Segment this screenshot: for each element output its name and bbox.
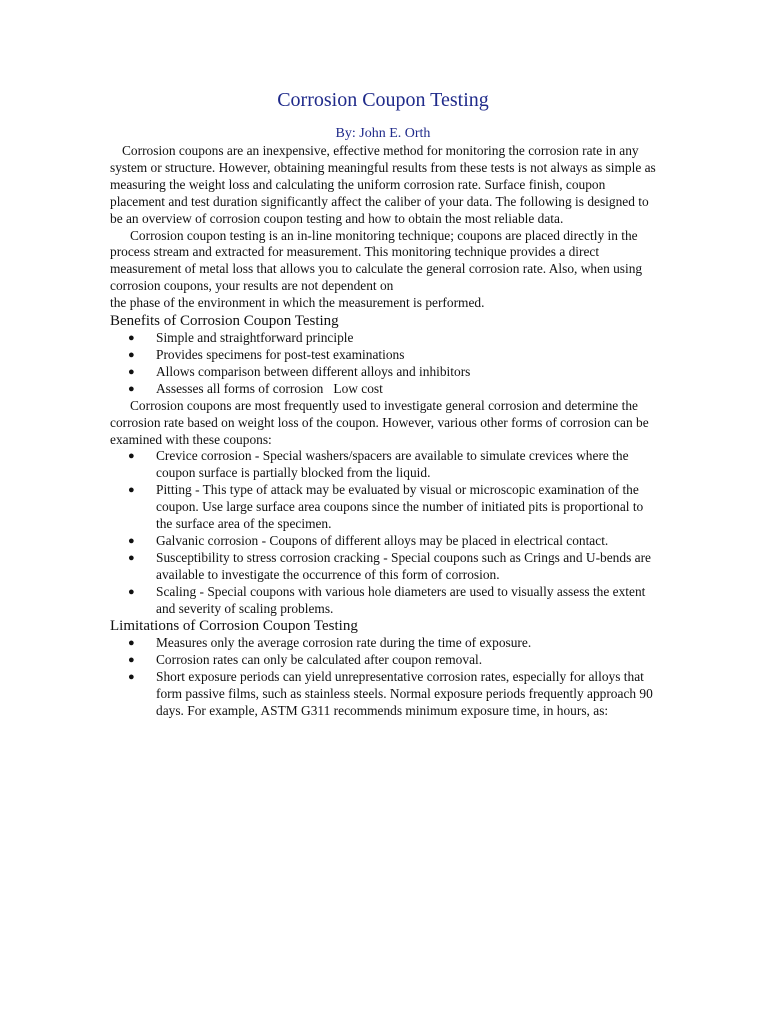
bullet-icon: ● (128, 654, 135, 667)
bullet-icon: ● (128, 671, 135, 684)
list-item-text: Short exposure periods can yield unrepresentative corrosion rates, especially for alloys that form passive films, such as stainless steels. Normal exposure periods frequently approach 90 days. For example, ASTM G311 recommends minimum exposure time, in hours, as: (156, 669, 653, 719)
limitations-heading: Limitations of Corrosion Coupon Testing (110, 618, 358, 635)
list-item (110, 652, 656, 669)
list-item (110, 550, 656, 584)
list-item-text: Measures only the average corrosion rate during the time of exposure. (156, 635, 532, 651)
list-item (110, 364, 656, 381)
other-forms-paragraph: Corrosion coupons are most frequently used to investigate general corrosion and determine the corrosion rate based on weight loss of the coupon. However, various other forms of corrosion can be examined with these coupons: (110, 397, 649, 447)
list-item-text: Provides specimens for post-test examinations (156, 346, 405, 362)
list-item-text: Simple and straightforward principle (156, 330, 354, 346)
bullet-icon: ● (128, 637, 135, 650)
list-item-text: Assesses all forms of corrosion Low cost (156, 380, 383, 396)
bullet-icon: ● (128, 365, 135, 378)
benefits-heading: Benefits of Corrosion Coupon Testing (110, 313, 339, 330)
phase-paragraph: the phase of the environment in which the measurement is performed. (110, 295, 485, 311)
bullet-icon: ● (128, 332, 135, 345)
list-item-text: Galvanic corrosion - Coupons of different alloys may be placed in electrical contact. (156, 532, 609, 548)
list-item (110, 533, 656, 550)
author-byline: By: John E. Orth (335, 126, 431, 141)
list-item-text: Crevice corrosion - Special washers/spacers are available to simulate crevices where the coupon surface is partially blocked from the liquid. (156, 448, 629, 481)
benefits-list (110, 330, 656, 398)
inline-monitoring-paragraph: Corrosion coupon testing is an in-line monitoring technique; coupons are placed directly in the process stream and extracted for measurement. This monitoring technique provides a direct measurement of metal loss that allows you to calculate the general corrosion rate. Also, when using corrosion coupons, your results are not dependent on (110, 227, 643, 294)
list-item (110, 669, 656, 720)
list-item (110, 347, 656, 364)
limitations-list (110, 635, 656, 720)
list-item (110, 635, 656, 652)
list-item-text: Allows comparison between different alloys and inhibitors (156, 363, 471, 379)
list-item (110, 584, 656, 618)
bullet-icon: ● (128, 551, 135, 564)
list-item-text: Corrosion rates can only be calculated after coupon removal. (156, 652, 483, 668)
list-item (110, 448, 656, 482)
bullet-icon: ● (128, 348, 135, 361)
list-item-text: Pitting - This type of attack may be evaluated by visual or microscopic examination of the coupon. Use large surface area coupons since the number of initiated pits is proportional to the surface area of the specimen. (156, 482, 644, 532)
list-item (110, 482, 656, 533)
list-item (110, 330, 656, 347)
list-item-text: Scaling - Special coupons with various hole diameters are used to visually assess the extent and severity of scaling problems. (156, 583, 646, 616)
document-title: Corrosion Coupon Testing (277, 89, 489, 111)
bullet-icon: ● (128, 450, 135, 463)
corrosion-forms-list (110, 448, 656, 617)
list-item (110, 381, 656, 398)
intro-paragraph: Corrosion coupons are an inexpensive, effective method for monitoring the corrosion rate in any system or structure. However, obtaining meaningful results from these tests is not always as simple as measuring the weight loss and calculating the uniform corrosion rate. Surface finish, coupon placement and test duration significantly affect the caliber of your data. The following is designed to be an overview of corrosion coupon testing and how to obtain the most reliable data. (110, 143, 656, 226)
list-item-text: Susceptibility to stress corrosion cracking - Special coupons such as Crings and U-bends are available to investigate the occurrence of this form of corrosion. (156, 549, 651, 582)
bullet-icon: ● (128, 382, 135, 395)
bullet-icon: ● (128, 585, 135, 598)
bullet-icon: ● (128, 534, 135, 547)
bullet-icon: ● (128, 484, 135, 497)
